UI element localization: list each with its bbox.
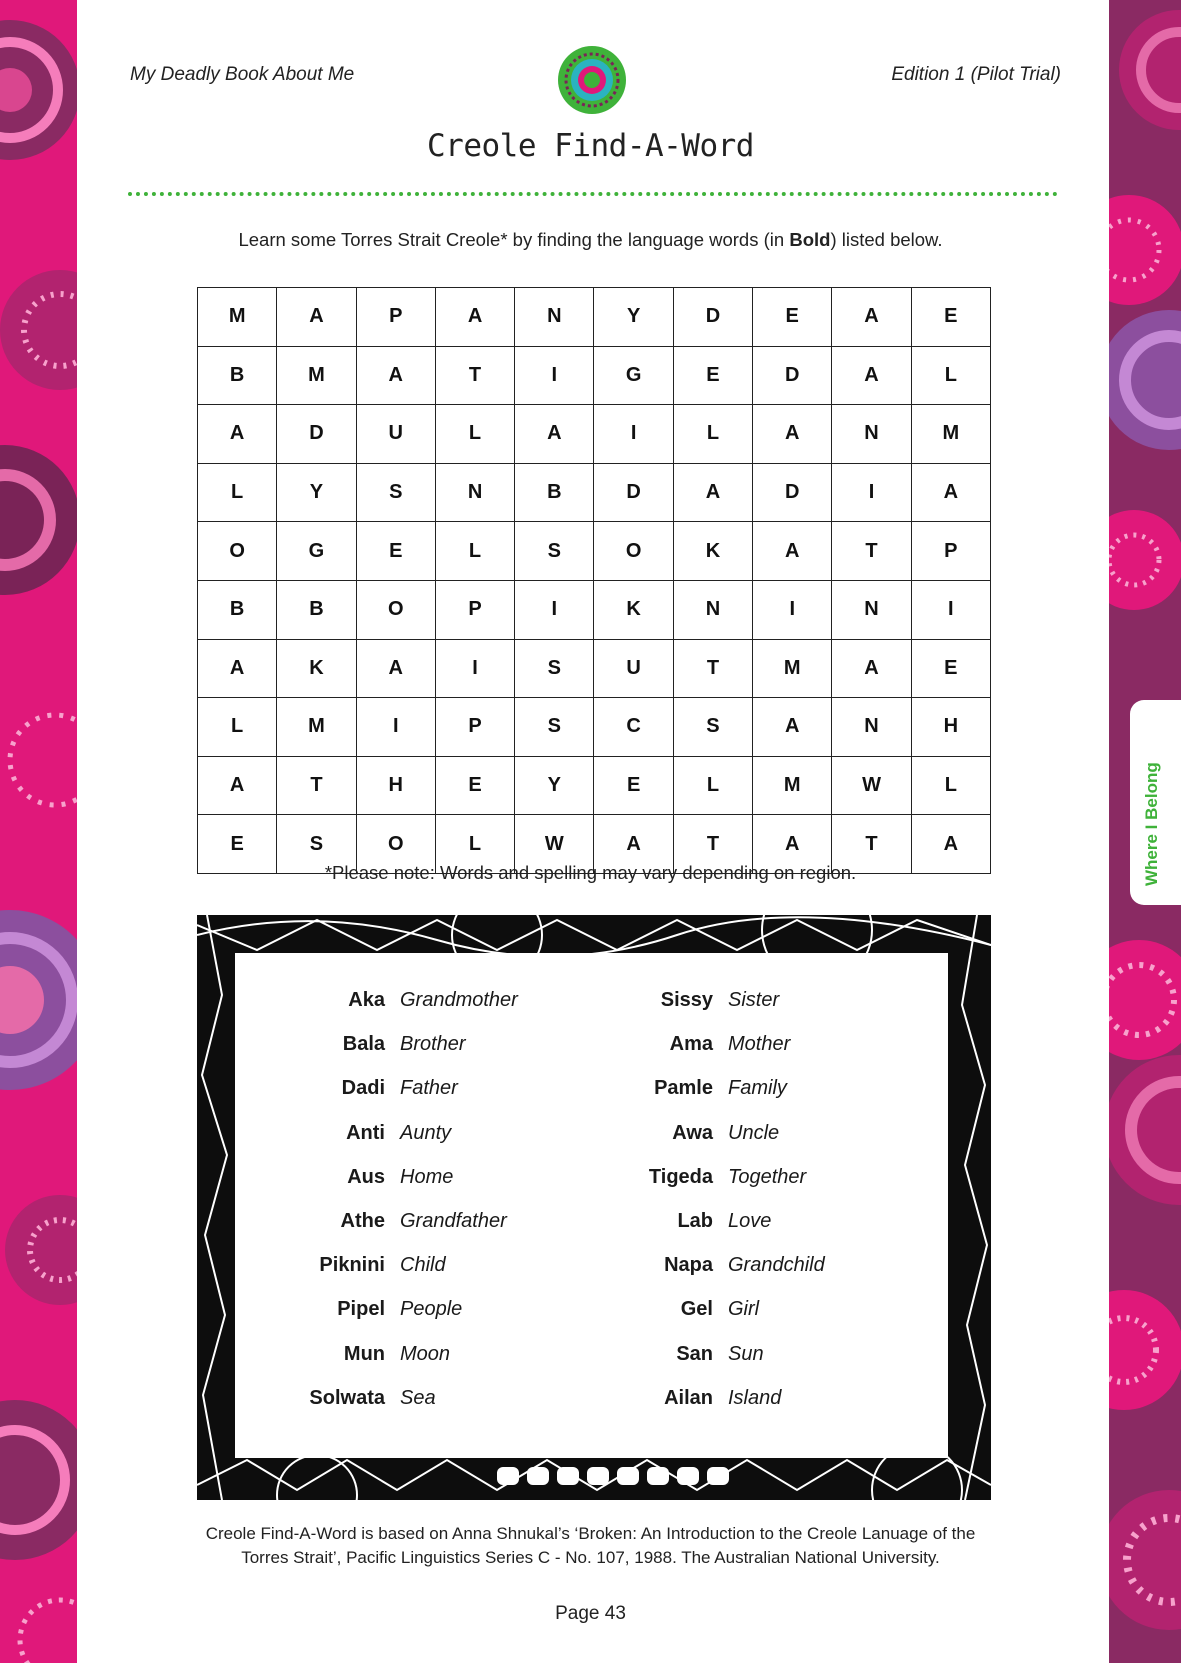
grid-cell[interactable]: E — [911, 639, 990, 698]
grid-cell[interactable]: L — [673, 756, 752, 815]
grid-cell[interactable]: M — [753, 639, 832, 698]
english-meaning: Moon — [400, 1342, 451, 1365]
grid-row — [198, 288, 991, 347]
english-meaning: Grandchild — [728, 1254, 825, 1277]
grid-cell[interactable]: M — [277, 698, 356, 757]
grid-cell[interactable]: T — [435, 346, 514, 405]
grid-cell[interactable]: P — [356, 288, 435, 347]
english-meaning: Family — [728, 1077, 787, 1100]
grid-cell[interactable]: P — [911, 522, 990, 581]
header-book-title: My Deadly Book About Me — [130, 64, 355, 85]
creole-word: Lab — [677, 1210, 713, 1232]
section-tab[interactable] — [1130, 700, 1181, 905]
english-meaning: Grandmother — [400, 989, 518, 1011]
grid-cell[interactable]: T — [277, 756, 356, 815]
grid-cell[interactable]: K — [277, 639, 356, 698]
grid-row — [198, 580, 991, 639]
creole-word: Solwata — [309, 1386, 385, 1409]
section-tab-label: Where I Belong — [1142, 762, 1161, 886]
grid-cell[interactable]: Y — [594, 288, 673, 347]
grid-row — [198, 405, 991, 464]
grid-cell[interactable]: O — [356, 580, 435, 639]
source-credit — [0, 1522, 1181, 1570]
grid-cell[interactable]: H — [356, 756, 435, 815]
grid-cell[interactable]: S — [515, 639, 594, 698]
grid-cell[interactable]: A — [198, 756, 277, 815]
grid-cell[interactable]: N — [435, 463, 514, 522]
grid-cell[interactable]: W — [832, 756, 911, 815]
grid-cell[interactable]: D — [753, 463, 832, 522]
grid-cell[interactable]: N — [832, 405, 911, 464]
grid-cell[interactable]: D — [673, 288, 752, 347]
grid-cell[interactable]: A — [673, 463, 752, 522]
grid-row — [198, 522, 991, 581]
grid-cell[interactable]: S — [277, 815, 356, 874]
creole-word: Ama — [669, 1033, 713, 1056]
circle-logo-icon — [557, 45, 627, 115]
grid-cell[interactable]: A — [594, 815, 673, 874]
english-meaning: Aunty — [400, 1121, 452, 1144]
english-meaning: People — [400, 1298, 463, 1321]
grid-cell[interactable]: T — [832, 522, 911, 581]
creole-word: Aus — [347, 1165, 385, 1188]
grid-cell[interactable]: L — [198, 463, 277, 522]
grid-cell[interactable]: A — [198, 405, 277, 464]
grid-cell[interactable]: L — [435, 815, 514, 874]
creole-word: Athe — [340, 1210, 385, 1232]
grid-cell[interactable]: A — [356, 346, 435, 405]
grid-cell[interactable]: E — [911, 288, 990, 347]
grid-cell[interactable]: I — [356, 698, 435, 757]
grid-cell[interactable]: L — [911, 346, 990, 405]
grid-cell[interactable]: E — [753, 288, 832, 347]
grid-cell[interactable]: S — [515, 698, 594, 757]
grid-cell[interactable]: M — [911, 405, 990, 464]
find-a-word-grid — [197, 287, 991, 874]
grid-cell[interactable]: A — [753, 522, 832, 581]
dotted-divider — [128, 192, 1058, 196]
grid-cell[interactable]: N — [673, 580, 752, 639]
grid-cell[interactable]: I — [753, 580, 832, 639]
grid-cell[interactable]: L — [435, 405, 514, 464]
grid-cell[interactable]: T — [832, 815, 911, 874]
grid-cell[interactable]: I — [594, 405, 673, 464]
grid-row — [198, 463, 991, 522]
grid-cell[interactable]: G — [594, 346, 673, 405]
grid-cell[interactable]: S — [356, 463, 435, 522]
grid-cell[interactable]: L — [435, 522, 514, 581]
grid-cell[interactable]: M — [277, 346, 356, 405]
grid-cell[interactable]: W — [515, 815, 594, 874]
grid-cell[interactable]: A — [277, 288, 356, 347]
grid-cell[interactable]: M — [198, 288, 277, 347]
grid-cell[interactable]: A — [356, 639, 435, 698]
creole-word: Ailan — [664, 1386, 713, 1409]
grid-cell[interactable]: A — [753, 405, 832, 464]
grid-cell[interactable]: B — [198, 580, 277, 639]
grid-cell[interactable]: N — [515, 288, 594, 347]
grid-cell[interactable]: A — [753, 815, 832, 874]
grid-cell[interactable]: A — [832, 639, 911, 698]
creole-word: Gel — [680, 1298, 713, 1321]
english-meaning: Sea — [400, 1386, 436, 1409]
grid-cell[interactable]: D — [594, 463, 673, 522]
intro-text-start: Learn some Torres Strait Creole* by finding the language words (in — [238, 229, 790, 250]
grid-row — [198, 346, 991, 405]
english-meaning: Love — [728, 1210, 772, 1232]
creole-word: Dadi — [341, 1077, 385, 1100]
english-meaning: Uncle — [728, 1121, 780, 1144]
grid-cell[interactable]: A — [832, 346, 911, 405]
grid-cell[interactable]: I — [911, 580, 990, 639]
english-meaning: Brother — [400, 1033, 466, 1056]
grid-cell[interactable]: D — [753, 346, 832, 405]
grid-cell[interactable]: A — [198, 639, 277, 698]
grid-cell[interactable]: D — [277, 405, 356, 464]
english-meaning: Father — [400, 1077, 458, 1100]
grid-cell[interactable]: T — [673, 815, 752, 874]
english-meaning: Island — [728, 1386, 782, 1409]
grid-cell[interactable]: A — [515, 405, 594, 464]
english-meaning: Together — [728, 1165, 807, 1188]
word-list-panel — [235, 953, 948, 1458]
grid-cell[interactable]: O — [356, 815, 435, 874]
grid-cell[interactable]: S — [515, 522, 594, 581]
grid-cell[interactable]: E — [356, 522, 435, 581]
grid-cell[interactable]: L — [673, 405, 752, 464]
grid-cell[interactable]: I — [515, 346, 594, 405]
grid-row — [198, 698, 991, 757]
grid-cell[interactable]: B — [515, 463, 594, 522]
creole-word: Bala — [342, 1033, 385, 1056]
grid-row — [198, 756, 991, 815]
grid-cell[interactable]: K — [673, 522, 752, 581]
grid-cell[interactable]: O — [198, 522, 277, 581]
source-credit-line-2: Torres Strait’, Pacific Linguistics Series C - No. 107, 1988. The Australian National University. — [241, 1548, 940, 1567]
grid-cell[interactable]: P — [435, 698, 514, 757]
grid-cell[interactable]: I — [832, 463, 911, 522]
creole-word: Tigeda — [648, 1165, 713, 1188]
grid-cell[interactable]: M — [753, 756, 832, 815]
grid-cell[interactable]: A — [911, 463, 990, 522]
intro-text-end: ) listed below. — [830, 229, 943, 250]
grid-cell[interactable]: A — [832, 288, 911, 347]
intro-text — [0, 229, 1181, 251]
grid-cell[interactable]: H — [911, 698, 990, 757]
creole-word: Sissy — [660, 989, 713, 1011]
grid-cell[interactable]: C — [594, 698, 673, 757]
creole-word: Awa — [672, 1121, 713, 1144]
grid-cell[interactable]: U — [594, 639, 673, 698]
grid-cell[interactable]: L — [911, 756, 990, 815]
grid-cell[interactable]: P — [435, 580, 514, 639]
english-meaning: Grandfather — [400, 1210, 507, 1232]
english-meaning: Sun — [728, 1342, 764, 1365]
english-meaning: Mother — [728, 1033, 791, 1056]
creole-word: Pipel — [337, 1298, 385, 1321]
grid-cell[interactable]: Y — [515, 756, 594, 815]
creole-word: Anti — [346, 1121, 385, 1144]
creole-word: San — [676, 1342, 713, 1365]
grid-cell[interactable]: S — [673, 698, 752, 757]
grid-row — [198, 639, 991, 698]
english-meaning: Girl — [728, 1298, 760, 1321]
header-edition: Edition 1 (Pilot Trial) — [891, 64, 1061, 85]
source-credit-line-1: Creole Find-A-Word is based on Anna Shnukal’s ‘Broken: An Introduction to the Creole Lanuage of the — [205, 1524, 976, 1543]
grid-cell[interactable]: A — [911, 815, 990, 874]
grid-cell[interactable]: U — [356, 405, 435, 464]
creole-word: Mun — [343, 1342, 385, 1365]
grid-cell[interactable]: E — [198, 815, 277, 874]
creole-word: Pamle — [654, 1077, 713, 1100]
creole-word: Napa — [664, 1254, 713, 1277]
intro-text-bold: Bold — [789, 229, 831, 250]
grid-cell[interactable]: G — [277, 522, 356, 581]
page-number: Page 43 — [555, 1603, 626, 1624]
grid-cell[interactable]: A — [753, 698, 832, 757]
region-note: *Please note: Words and spelling may vary depending on region. — [324, 862, 857, 883]
page-title: Creole Find-A-Word — [427, 128, 754, 164]
grid-cell[interactable]: Y — [277, 463, 356, 522]
grid-cell[interactable]: E — [594, 756, 673, 815]
grid-cell[interactable]: I — [515, 580, 594, 639]
grid-cell[interactable]: E — [435, 756, 514, 815]
english-meaning: Child — [400, 1254, 446, 1277]
grid-cell[interactable]: E — [673, 346, 752, 405]
grid-cell[interactable]: L — [198, 698, 277, 757]
creole-word: Piknini — [319, 1254, 385, 1277]
grid-cell[interactable]: O — [594, 522, 673, 581]
english-meaning: Sister — [728, 989, 780, 1011]
grid-cell[interactable]: I — [435, 639, 514, 698]
grid-cell[interactable]: A — [435, 288, 514, 347]
english-meaning: Home — [400, 1165, 454, 1188]
grid-cell[interactable]: N — [832, 580, 911, 639]
creole-word: Aka — [348, 989, 385, 1011]
grid-cell[interactable]: T — [673, 639, 752, 698]
grid-cell[interactable]: B — [277, 580, 356, 639]
grid-cell[interactable]: N — [832, 698, 911, 757]
grid-cell[interactable]: K — [594, 580, 673, 639]
grid-cell[interactable]: B — [198, 346, 277, 405]
